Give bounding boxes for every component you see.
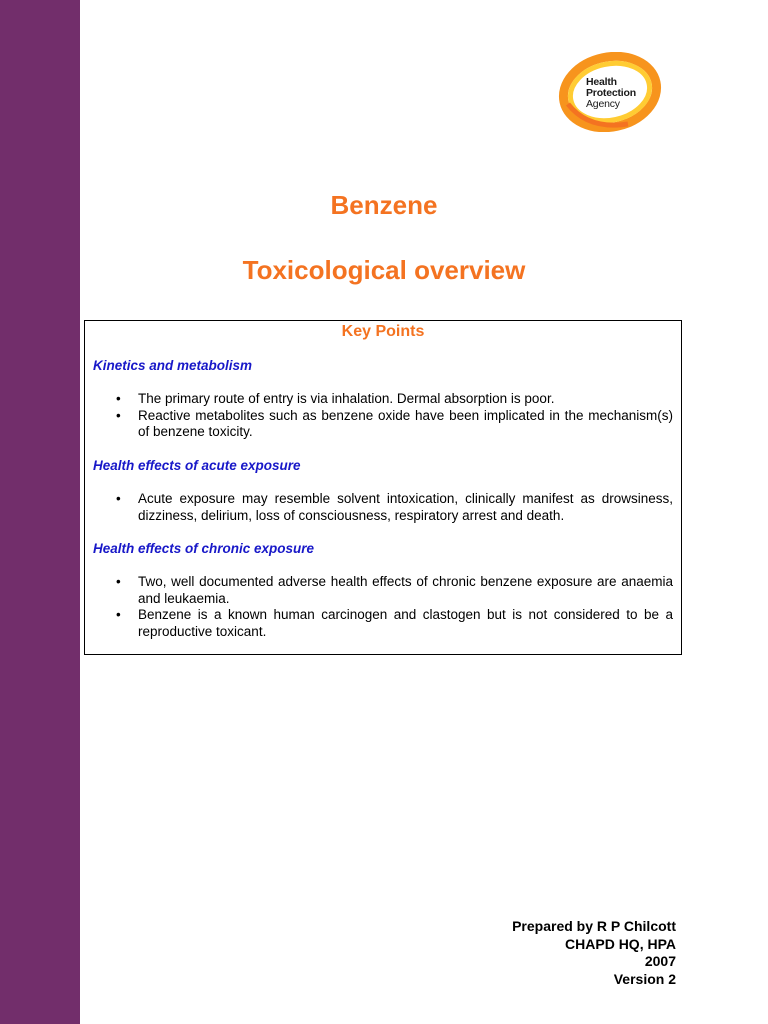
logo-line-protection: Protection (586, 87, 636, 99)
prepared-by-block (512, 918, 676, 988)
bullet-text: Two, well documented adverse health effects of chronic benzene exposure are anaemia and leukaemia. (138, 574, 673, 606)
bullet-icon: • (116, 407, 121, 423)
bullet-text: Benzene is a known human carcinogen and clastogen but is not considered to be a reproductive toxicant. (138, 607, 673, 639)
logo-text (586, 77, 636, 110)
bullet-icon: • (116, 607, 121, 622)
list-item (85, 408, 681, 441)
health-protection-agency-logo (558, 52, 662, 132)
logo-line-health: Health (586, 76, 617, 88)
bullet-text: The primary route of entry is via inhalation. Dermal absorption is poor. (138, 391, 555, 406)
section-heading-kinetics: Kinetics and metabolism (93, 358, 253, 373)
bullet-icon: • (116, 491, 121, 506)
section-heading-chronic: Health effects of chronic exposure (93, 541, 315, 556)
list-item (85, 607, 681, 640)
list-item (85, 574, 681, 607)
prepared-by-year: 2007 (644, 953, 676, 969)
list-item (85, 391, 681, 408)
bullet-text: Reactive metabolites such as benzene oxide have been implicated in the mechanism(s) of benzene toxicity. (138, 407, 673, 439)
document-subtitle: Toxicological overview (242, 255, 526, 285)
section-heading-acute: Health effects of acute exposure (93, 458, 301, 473)
logo-line-agency: Agency (586, 98, 620, 110)
document-title: Benzene (330, 190, 438, 220)
acute-bullet-list (85, 491, 681, 524)
key-points-box (84, 320, 682, 655)
key-points-heading: Key Points (341, 323, 425, 340)
prepared-by-author: Prepared by R P Chilcott (512, 918, 676, 934)
prepared-by-organisation: CHAPD HQ, HPA (565, 935, 676, 952)
bullet-icon: • (116, 574, 121, 589)
bullet-icon: • (116, 391, 121, 406)
document-version: Version 2 (613, 970, 676, 987)
side-color-band (0, 0, 80, 1024)
list-item (85, 491, 681, 524)
bullet-text: Acute exposure may resemble solvent intoxication, clinically manifest as drowsiness, dizziness, delirium, loss of consciousness, respiratory arrest and death. (138, 491, 673, 523)
kinetics-bullet-list (85, 391, 681, 441)
chronic-bullet-list (85, 574, 681, 640)
